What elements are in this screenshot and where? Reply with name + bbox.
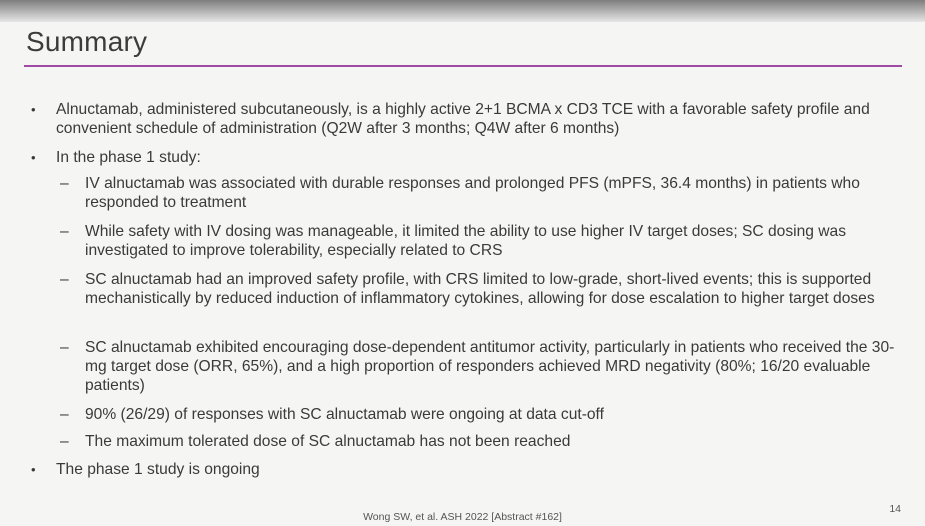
slide-title: Summary	[26, 26, 148, 57]
top-frame-bar	[0, 0, 925, 22]
bullet-marker: •	[31, 150, 36, 165]
sub-bullet-text: IV alnuctamab was associated with durable responses and prolonged PFS (mPFS, 36.4 months) in patients who responded to treatment	[85, 175, 860, 211]
bullet-text: Alnuctamab, administered subcutaneously, is a highly active 2+1 BCMA x CD3 TCE with a favorable safety profile and convenient schedule of administration (Q2W after 3 months; Q4W after 6 months)	[56, 101, 870, 137]
sub-bullet-text: 90% (26/29) of responses with SC alnuctamab were ongoing at data cut-off	[85, 406, 604, 423]
title-divider	[24, 65, 902, 67]
sub-bullet-text: SC alnuctamab exhibited encouraging dose-dependent antitumor activity, particularly in patients who received the 30-mg target dose (ORR, 65%), and a high proportion of responders achieved MRD negativity (80%; 16/20 evaluable patients)	[85, 339, 895, 394]
sub-bullet-text: While safety with IV dosing was manageable, it limited the ability to use higher IV target doses; SC dosing was investigated to improve tolerability, especially related to CRS	[85, 223, 847, 259]
bullet-text: The phase 1 study is ongoing	[56, 461, 260, 478]
sub-bullet-text: The maximum tolerated dose of SC alnuctamab has not been reached	[85, 433, 571, 450]
sub-bullet-marker: –	[60, 223, 69, 240]
bullet-text: In the phase 1 study:	[56, 149, 201, 166]
citation-footer: Wong SW, et al. ASH 2022 [Abstract #162]	[363, 511, 562, 523]
sub-bullet-marker: –	[60, 175, 69, 192]
sub-bullet-marker: –	[60, 406, 69, 423]
sub-bullet-marker: –	[60, 339, 69, 356]
bullet-marker: •	[31, 102, 36, 117]
slide	[0, 22, 925, 526]
bullet-marker: •	[31, 462, 36, 477]
sub-bullet-marker: –	[60, 271, 69, 288]
page-number: 14	[889, 503, 901, 515]
sub-bullet-text: SC alnuctamab had an improved safety profile, with CRS limited to low-grade, short-lived events; this is supported mechanistically by reduced induction of inflammatory cytokines, allowing for dose escalation to higher target doses	[85, 271, 875, 307]
sub-bullet-marker: –	[60, 433, 69, 450]
